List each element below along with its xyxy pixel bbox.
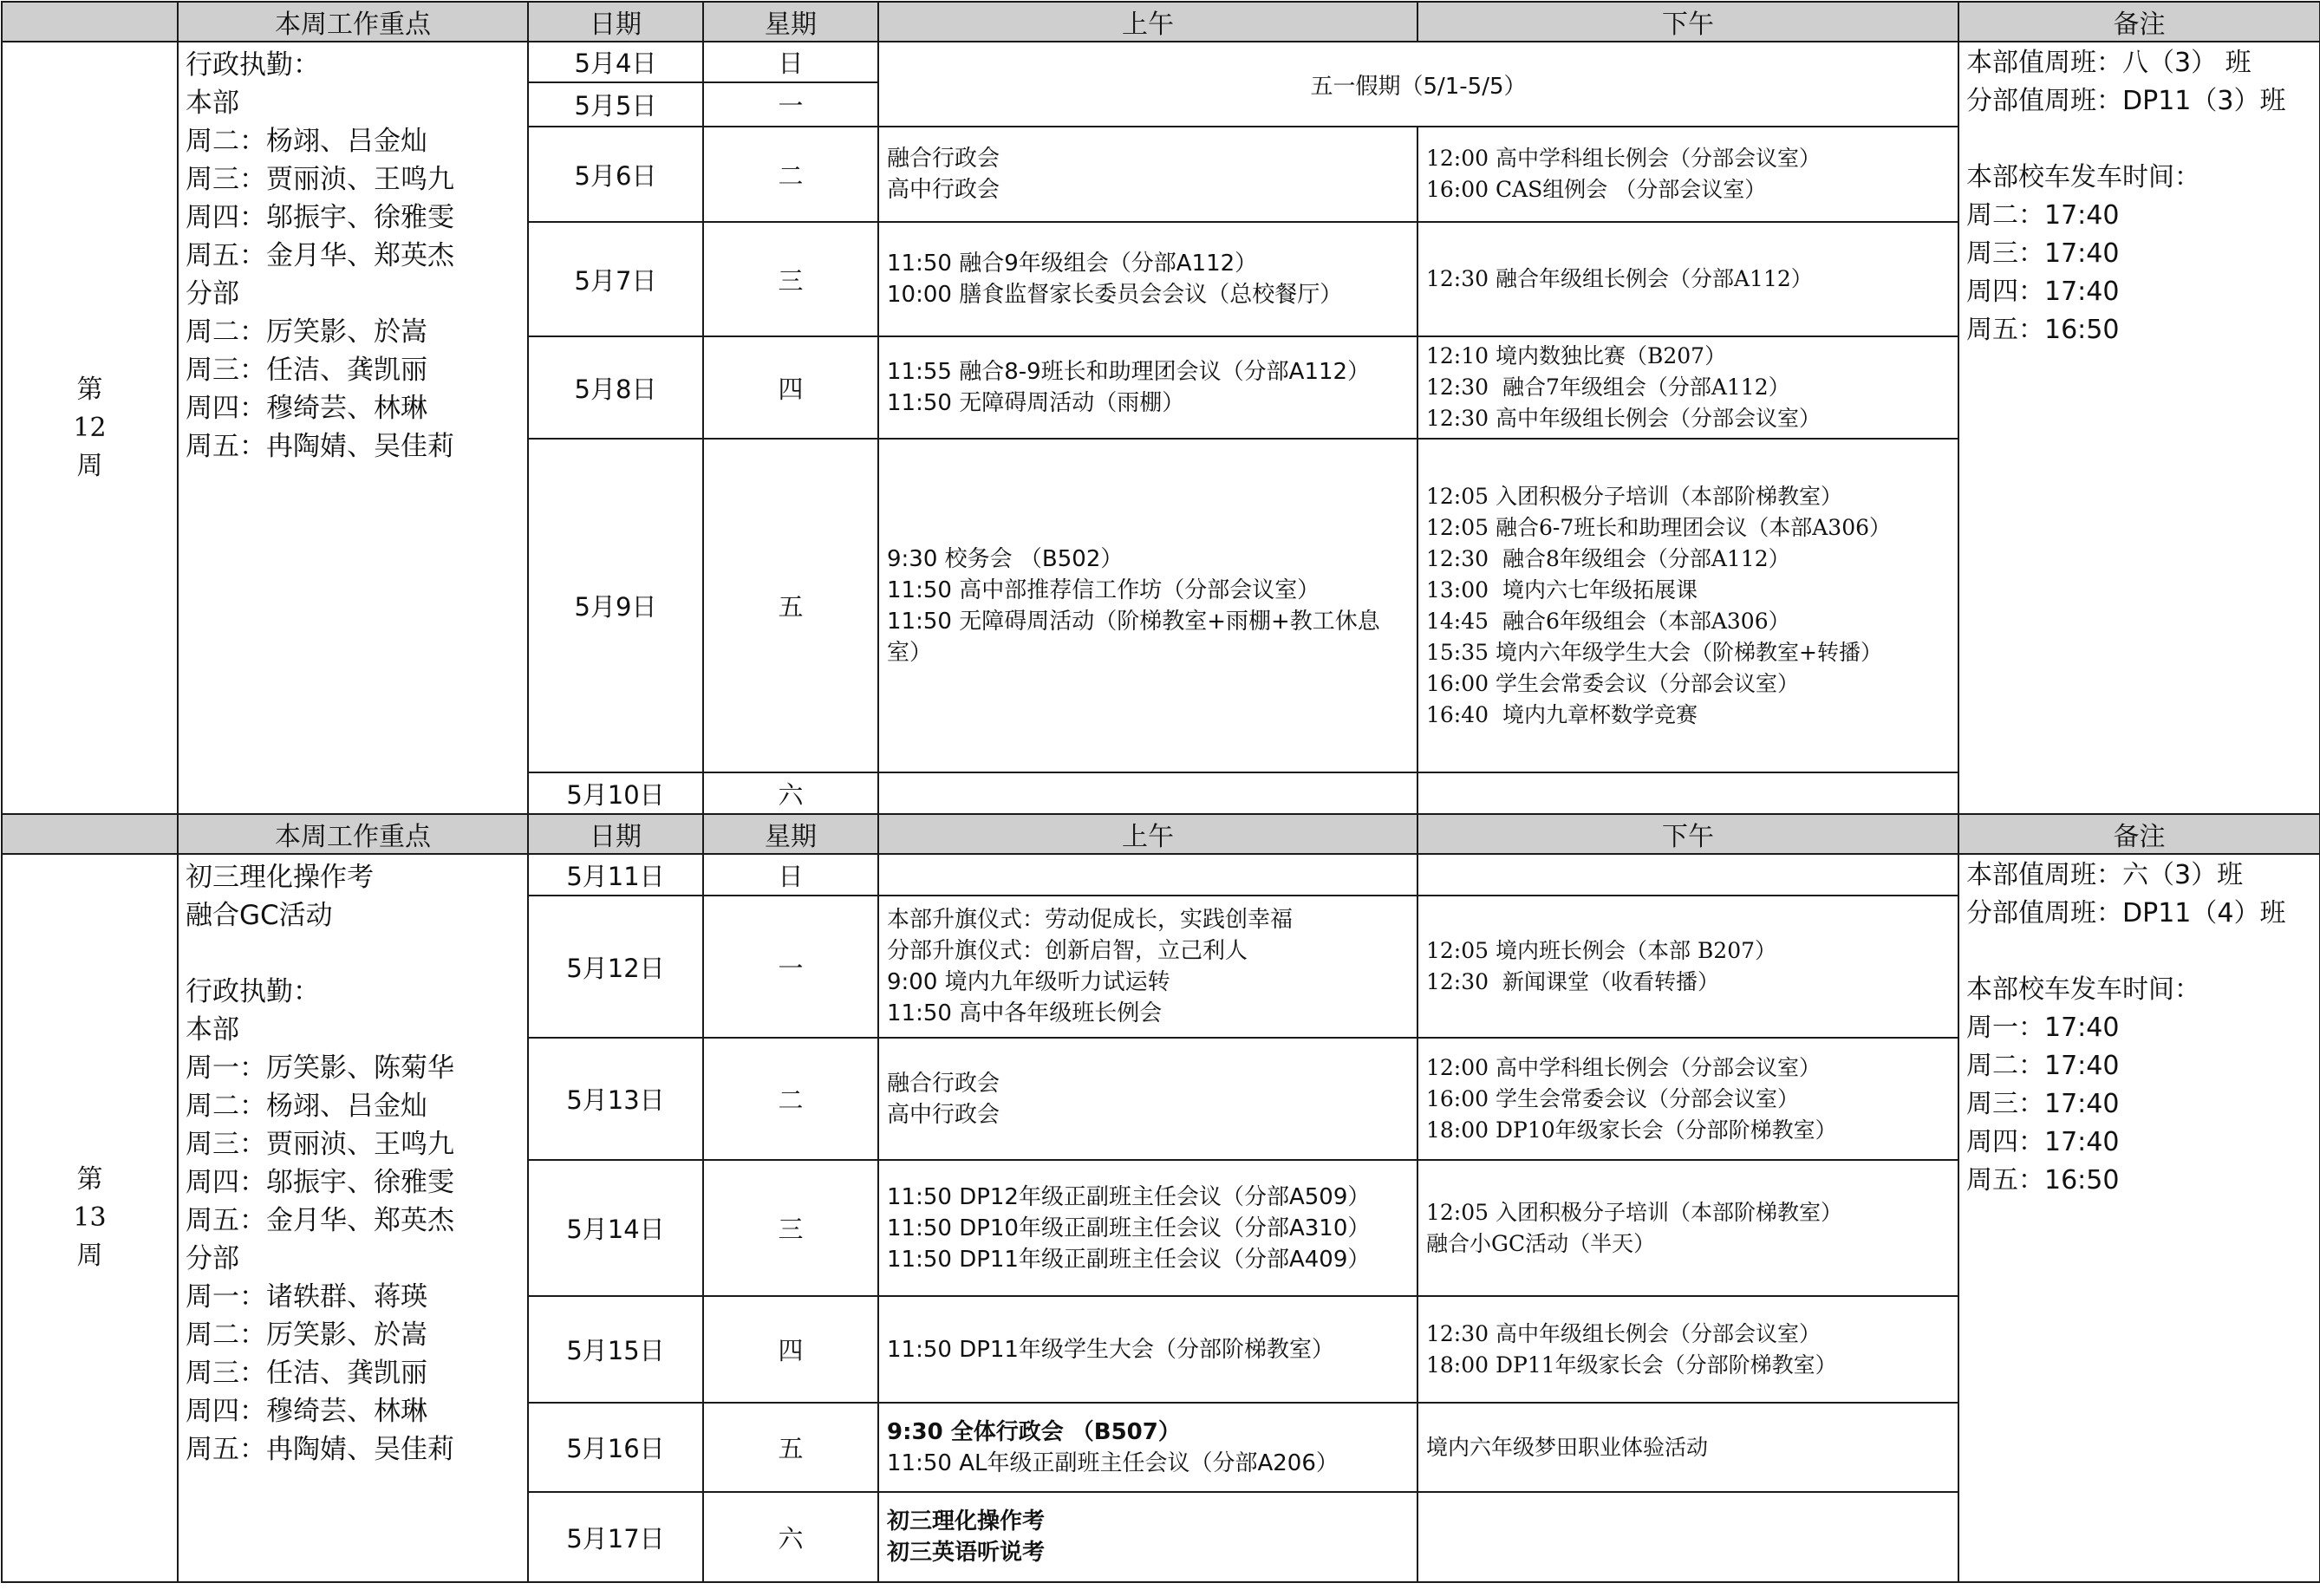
- text-line: 融合GC活动: [186, 900, 333, 931]
- table-row: [2, 42, 2320, 82]
- pm-cell: [1417, 1038, 1958, 1160]
- text-line: 周三：17:40: [1966, 238, 2120, 269]
- text-line: 分部: [186, 1243, 239, 1274]
- text-line: 12:30 融合年级组长例会（分部A112）: [1426, 266, 1813, 291]
- header-date: 日期: [528, 2, 703, 42]
- am-cell: [878, 1296, 1417, 1403]
- pm-cell: [1417, 1403, 1958, 1492]
- text-line: 16:00 学生会常委会议（分部会议室）: [1426, 1085, 1799, 1111]
- am-cell: [878, 1403, 1417, 1492]
- text-line: 16:40 境内九章杯数学竞赛: [1426, 701, 1698, 727]
- pm-cell: [1417, 439, 1958, 772]
- am-cell: [878, 1160, 1417, 1296]
- date-cell: 5月6日: [528, 127, 703, 222]
- text-line: 行政执勤：: [186, 976, 320, 1007]
- pm-cell: [1417, 854, 1958, 896]
- text-line: 周四：邬振宇、徐雅雯: [186, 202, 454, 233]
- text-line: 周五：金月华、郑英杰: [186, 240, 454, 271]
- text-line: 11:50 无障碍周活动（阶梯教室+雨棚+教工休息: [887, 608, 1380, 635]
- text-line: 周一：厉笑影、陈菊华: [186, 1052, 454, 1084]
- text-line: 本部校车发车时间：: [1966, 162, 2200, 192]
- pm-cell: [1417, 222, 1958, 336]
- text-line: 11:50 DP11年级正副班主任会议（分部A409）: [887, 1246, 1371, 1273]
- text-line: 12:30 高中年级组长例会（分部会议室）: [1426, 406, 1821, 431]
- date-cell: 5月12日: [528, 896, 703, 1038]
- dow-cell: 四: [703, 1296, 878, 1403]
- dow-cell: 四: [703, 336, 878, 439]
- text-line: 周四：穆绮芸、林琳: [186, 1396, 427, 1427]
- text-line: 11:50 DP12年级正副班主任会议（分部A509）: [887, 1183, 1371, 1210]
- text-line: 9:00 境内九年级听力试运转: [887, 969, 1170, 995]
- header-row: [2, 814, 2320, 854]
- header-date: 日期: [528, 814, 703, 854]
- dow-cell: 六: [703, 1492, 878, 1582]
- am-cell: [878, 336, 1417, 439]
- header-dow: 星期: [703, 2, 878, 42]
- header-blank: [2, 814, 178, 854]
- text-line: 12:00 高中学科组长例会（分部会议室）: [1426, 1054, 1821, 1080]
- text-line: 12:05 境内班长例会（本部 B207）: [1426, 938, 1777, 963]
- text-line: 高中行政会: [887, 1101, 1000, 1128]
- text-line: 16:00 学生会常委会议（分部会议室）: [1426, 670, 1799, 696]
- am-cell: [878, 1492, 1417, 1582]
- date-cell: 5月13日: [528, 1038, 703, 1160]
- header-focus: 本周工作重点: [178, 2, 528, 42]
- week-focus: [178, 854, 528, 1582]
- notes-cell: [1958, 42, 2320, 814]
- table-row: [2, 854, 2320, 896]
- text-line: 周二：17:40: [1966, 200, 2120, 231]
- text-line: 12:30 融合7年级组会（分部A112）: [1426, 375, 1790, 400]
- text-line: 初三英语听说考: [887, 1540, 1046, 1566]
- am-cell: [878, 772, 1417, 814]
- dow-cell: 二: [703, 1038, 878, 1160]
- text-line: 周一：诸轶群、蒋瑛: [186, 1281, 427, 1313]
- text-line: 12:30 融合8年级组会（分部A112）: [1426, 545, 1790, 571]
- text-line: 周四：17:40: [1966, 1127, 2120, 1157]
- spacer: [1966, 121, 2312, 159]
- text-line: 本部: [186, 1014, 239, 1046]
- text-line: 周三：任洁、龚凯丽: [186, 1358, 427, 1389]
- text-line: 周三：任洁、龚凯丽: [186, 355, 427, 386]
- text-line: 周二：厉笑影、於嵩: [186, 1319, 427, 1351]
- text-line: 周五：金月华、郑英杰: [186, 1205, 454, 1236]
- text-line: 分部值周班：DP11（3）班: [1966, 86, 2286, 116]
- am-cell: [878, 439, 1417, 772]
- date-cell: 5月4日: [528, 42, 703, 82]
- dow-cell: 一: [703, 82, 878, 127]
- pm-cell: [1417, 896, 1958, 1038]
- text-line: 12:30 高中年级组长例会（分部会议室）: [1426, 1320, 1821, 1346]
- text-line: 高中行政会: [887, 177, 1000, 203]
- date-cell: 5月17日: [528, 1492, 703, 1582]
- header-pm: 下午: [1417, 2, 1958, 42]
- header-blank: [2, 2, 178, 42]
- text-line: 本部值周班：六（3）班: [1966, 860, 2244, 890]
- text-line: 室）: [887, 639, 933, 666]
- am-bold-lines: [887, 1417, 1409, 1448]
- notes-cell: [1958, 854, 2320, 1582]
- pm-cell: [1417, 1160, 1958, 1296]
- dow-cell: 五: [703, 439, 878, 772]
- text-line: 融合行政会: [887, 146, 1000, 172]
- text-line: 12:30 新闻课堂（收看转播）: [1426, 969, 1719, 994]
- text-line: 周一：17:40: [1966, 1013, 2120, 1043]
- dow-cell: 一: [703, 896, 878, 1038]
- text-line: 周五：16:50: [1966, 1165, 2120, 1195]
- text-line: 周五：冉陶婧、吴佳莉: [186, 431, 454, 462]
- pm-cell: [1417, 1492, 1958, 1582]
- header-focus: 本周工作重点: [178, 814, 528, 854]
- date-cell: 5月5日: [528, 82, 703, 127]
- date-cell: 5月8日: [528, 336, 703, 439]
- text-line: 16:00 CAS组例会 （分部会议室）: [1426, 177, 1767, 202]
- dow-cell: 日: [703, 854, 878, 896]
- header-dow: 星期: [703, 814, 878, 854]
- week-label: 第 13 周: [2, 854, 178, 1582]
- text-line: 分部值周班：DP11（4）班: [1966, 898, 2286, 928]
- header-note: 备注: [1958, 814, 2320, 854]
- text-line: 周二：杨翊、吕金灿: [186, 126, 427, 157]
- am-cell: [878, 1038, 1417, 1160]
- text-line: 周二：杨翊、吕金灿: [186, 1091, 427, 1122]
- am-bold-lines: [887, 1506, 1409, 1568]
- text-line: 9:30 校务会 （B502）: [887, 545, 1124, 572]
- text-line: 12:05 入团积极分子培训（本部阶梯教室）: [1426, 483, 1842, 509]
- text-line: 周四：穆绮芸、林琳: [186, 393, 427, 424]
- pm-cell: [1417, 336, 1958, 439]
- date-cell: 5月16日: [528, 1403, 703, 1492]
- date-cell: 5月7日: [528, 222, 703, 336]
- dow-cell: 三: [703, 1160, 878, 1296]
- text-line: 11:50 高中各年级班长例会: [887, 1000, 1163, 1026]
- dow-cell: 日: [703, 42, 878, 82]
- header-row: [2, 2, 2320, 42]
- week-label: 第 12 周: [2, 42, 178, 814]
- text-line: 11:50 AL年级正副班主任会议（分部A206）: [887, 1449, 1339, 1476]
- text-line: 周五：冉陶婧、吴佳莉: [186, 1434, 454, 1465]
- text-line: 境内六年级梦田职业体验活动: [1426, 1434, 1709, 1460]
- date-cell: 5月15日: [528, 1296, 703, 1403]
- week-focus: [178, 42, 528, 814]
- text-line: 分部升旗仪式：创新启智，立己利人: [887, 938, 1248, 964]
- text-line: 分部: [186, 278, 239, 309]
- text-line: 12:10 境内数独比赛（B207）: [1426, 343, 1727, 368]
- text-line: 11:50 高中部推荐信工作坊（分部会议室）: [887, 577, 1320, 603]
- text-line: 11:50 无障碍周活动（雨棚）: [887, 390, 1185, 416]
- text-line: 周三：贾丽浈、王鸣九: [186, 1129, 454, 1160]
- dow-cell: 二: [703, 127, 878, 222]
- am-cell: [878, 222, 1417, 336]
- text-line: 融合行政会: [887, 1070, 1000, 1097]
- text-line: 周二：17:40: [1966, 1051, 2120, 1081]
- pm-cell: [1417, 772, 1958, 814]
- dow-cell: 六: [703, 772, 878, 814]
- text-line: 本部: [186, 88, 239, 119]
- am-cell: [878, 896, 1417, 1038]
- text-line: 9:30 全体行政会 （B507）: [887, 1418, 1181, 1445]
- text-line: 12:00 高中学科组长例会（分部会议室）: [1426, 146, 1821, 171]
- pm-cell: [1417, 127, 1958, 222]
- am-lines: [887, 1448, 1409, 1479]
- text-line: 11:50 DP11年级学生大会（分部阶梯教室）: [887, 1336, 1334, 1363]
- text-line: 本部校车发车时间：: [1966, 974, 2200, 1005]
- am-cell: [878, 854, 1417, 896]
- text-line: 周五：16:50: [1966, 315, 2120, 345]
- text-line: 周三：17:40: [1966, 1089, 2120, 1119]
- weekly-schedule-table: [1, 1, 2320, 1583]
- text-line: 15:35 境内六年级学生大会（阶梯教室+转播）: [1426, 639, 1882, 665]
- dow-cell: 五: [703, 1403, 878, 1492]
- dow-cell: 三: [703, 222, 878, 336]
- text-line: 融合小GC活动（半天）: [1426, 1230, 1656, 1256]
- text-line: 本部升旗仪式：劳动促成长，实践创幸福: [887, 907, 1294, 933]
- text-line: 10:00 膳食监督家长委员会会议（总校餐厅）: [887, 282, 1343, 308]
- date-cell: 5月9日: [528, 439, 703, 772]
- text-line: 行政执勤：: [186, 49, 320, 81]
- header-note: 备注: [1958, 2, 2320, 42]
- text-line: 11:50 DP10年级正副班主任会议（分部A310）: [887, 1215, 1371, 1241]
- text-line: 周三：贾丽浈、王鸣九: [186, 164, 454, 195]
- date-cell: 5月10日: [528, 772, 703, 814]
- text-line: 18:00 DP10年级家长会（分部阶梯教室）: [1426, 1117, 1837, 1143]
- pm-cell: [1417, 1296, 1958, 1403]
- header-am: 上午: [878, 814, 1417, 854]
- header-pm: 下午: [1417, 814, 1958, 854]
- spacer: [1966, 933, 2312, 971]
- am-cell: [878, 127, 1417, 222]
- holiday-cell: 五一假期（5/1-5/5）: [878, 42, 1958, 127]
- text-line: 11:50 融合9年级组会（分部A112）: [887, 251, 1258, 277]
- text-line: 初三理化操作考: [186, 862, 374, 893]
- spacer: [186, 935, 520, 973]
- text-line: 初三理化操作考: [887, 1508, 1046, 1534]
- text-line: 18:00 DP11年级家长会（分部阶梯教室）: [1426, 1352, 1837, 1378]
- text-line: 周四：邬振宇、徐雅雯: [186, 1167, 454, 1198]
- text-line: 14:45 融合6年级组会（本部A306）: [1426, 608, 1790, 634]
- date-cell: 5月11日: [528, 854, 703, 896]
- text-line: 13:00 境内六七年级拓展课: [1426, 577, 1698, 603]
- header-am: 上午: [878, 2, 1417, 42]
- text-line: 周二：厉笑影、於嵩: [186, 316, 427, 348]
- text-line: 12:05 入团积极分子培训（本部阶梯教室）: [1426, 1199, 1842, 1225]
- text-line: 12:05 融合6-7班长和助理团会议（本部A306）: [1426, 514, 1892, 540]
- text-line: 本部值周班：八（3） 班: [1966, 48, 2252, 78]
- date-cell: 5月14日: [528, 1160, 703, 1296]
- text-line: 周四：17:40: [1966, 277, 2120, 307]
- text-line: 11:55 融合8-9班长和助理团会议（分部A112）: [887, 359, 1371, 385]
